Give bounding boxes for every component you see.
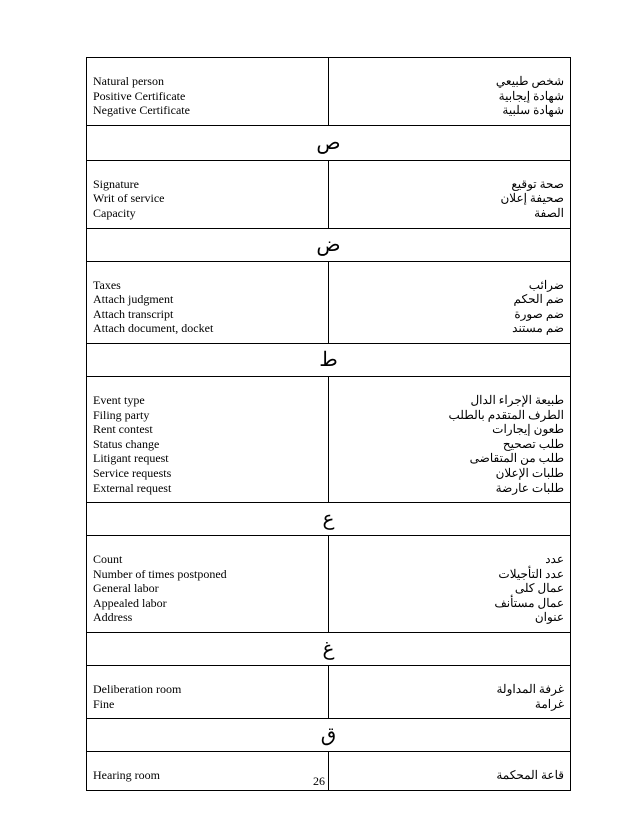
section-letter: غ: [87, 633, 571, 666]
arabic-term: عنوان: [534, 610, 564, 625]
entry-row: [87, 261, 571, 343]
arabic-term: طلب تصحيح: [502, 436, 564, 451]
english-term: Writ of service: [93, 191, 165, 206]
arabic-term: عمال مستأنف: [494, 595, 564, 610]
arabic-terms: [329, 376, 571, 502]
section-letter: ق: [87, 719, 571, 752]
arabic-term: طبيعة الإجراء الدال: [470, 392, 564, 407]
arabic-term: طعون إيجارات: [492, 422, 564, 437]
arabic-term: صحة توقيع: [511, 176, 564, 191]
arabic-term: عدد: [545, 552, 564, 567]
entry-row: [87, 160, 571, 228]
letter-header-row: [87, 503, 571, 536]
english-terms: [87, 666, 329, 719]
arabic-term: ضم صورة: [514, 306, 564, 321]
english-term: Service requests: [93, 465, 172, 480]
english-terms: [87, 536, 329, 633]
english-term: Taxes: [93, 277, 121, 292]
english-term: Count: [93, 552, 123, 567]
arabic-terms: [329, 261, 571, 343]
arabic-terms: [329, 666, 571, 719]
section-letter: ط: [87, 343, 571, 376]
english-term: Fine: [93, 696, 115, 711]
english-term: Attach judgment: [93, 292, 174, 307]
page-number: 26: [313, 774, 325, 788]
english-term: Litigant request: [93, 451, 169, 466]
section-letter: ض: [87, 228, 571, 261]
arabic-term: شخص طبيعي: [495, 74, 564, 88]
arabic-terms: [329, 160, 571, 228]
arabic-term: الطرف المتقدم بالطلب: [448, 407, 564, 422]
glossary-table: [86, 57, 571, 791]
arabic-terms: [329, 58, 571, 126]
section-letter: ع: [87, 503, 571, 536]
english-terms: [87, 160, 329, 228]
english-term: Status change: [93, 436, 160, 451]
arabic-term: شهادة إيجابية: [498, 88, 564, 103]
letter-header-row: [87, 125, 571, 160]
english-term: Positive Certificate: [93, 88, 186, 103]
arabic-term: ضم مستند: [512, 321, 564, 336]
english-term: Filing party: [93, 407, 150, 422]
english-term: Attach document, docket: [93, 321, 214, 336]
arabic-term: ضم الحكم: [513, 292, 564, 307]
english-term: Hearing room: [93, 768, 160, 783]
arabic-term: غرفة المداولة: [496, 682, 564, 697]
arabic-term: ضرائب: [528, 277, 564, 292]
letter-header-row: [87, 343, 571, 376]
english-term: Signature: [93, 176, 139, 191]
english-terms: [87, 261, 329, 343]
english-term: Event type: [93, 392, 145, 407]
arabic-term: عمال كلى: [514, 581, 564, 596]
arabic-term: طلب من المتقاضى: [469, 451, 564, 466]
letter-header-row: [87, 719, 571, 752]
arabic-term: عدد التأجيلات: [498, 566, 564, 581]
arabic-term: صحيفة إعلان: [500, 191, 564, 206]
entry-row: [87, 376, 571, 502]
english-term: Capacity: [93, 205, 136, 220]
english-terms: [87, 58, 329, 126]
entry-row: [87, 536, 571, 633]
arabic-term: قاعة المحكمة: [496, 768, 564, 783]
arabic-term: الصفة: [534, 205, 564, 220]
entry-row: [87, 58, 571, 126]
letter-header-row: [87, 228, 571, 261]
english-term: Negative Certificate: [93, 103, 190, 118]
arabic-term: طلبات الإعلان: [495, 465, 564, 480]
english-term: Address: [93, 610, 133, 625]
arabic-term: غرامة: [534, 696, 564, 711]
section-letter: ص: [87, 125, 571, 160]
english-term: Natural person: [93, 74, 164, 88]
arabic-term: طلبات عارضة: [495, 480, 564, 495]
english-term: Attach transcript: [93, 306, 174, 321]
english-term: Appealed labor: [93, 595, 167, 610]
english-term: External request: [93, 480, 172, 495]
english-term: General labor: [93, 581, 159, 596]
arabic-term: شهادة سلبية: [502, 103, 564, 118]
english-term: Deliberation room: [93, 682, 182, 697]
english-term: Number of times postponed: [93, 566, 227, 581]
letter-header-row: [87, 633, 571, 666]
english-terms: [87, 376, 329, 502]
english-term: Rent contest: [93, 422, 153, 437]
arabic-terms: [329, 536, 571, 633]
entry-row: [87, 666, 571, 719]
